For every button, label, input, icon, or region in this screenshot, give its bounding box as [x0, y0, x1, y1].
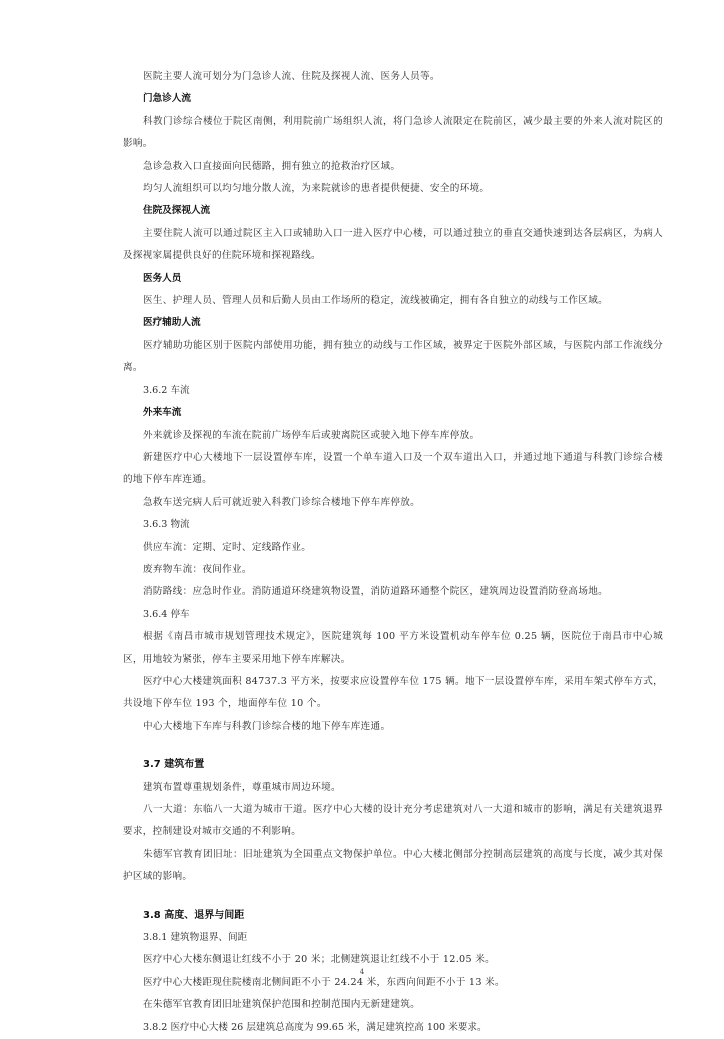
paragraph: 急救车送完病人后可就近驶入科教门诊综合楼地下停车库停放。 — [143, 496, 421, 508]
paragraph: 中心大楼地下车库与科教门诊综合楼的地下停车库连通。 — [143, 720, 391, 732]
paragraph: 朱德军官教育团旧址：旧址建筑为全国重点文物保护单位。中心大楼北侧部分控制高层建筑的高度与长度，减少其对保护区域的影响。 — [123, 848, 663, 883]
paragraph: 根据《南昌市城市规划管理技术规定》，医院建筑每 100 平方米设置机动车停车位 0.25 辆，医院位于南昌市中心城区，用地较为紧张，停车主要采用地下停车库解决。 — [123, 631, 663, 665]
page-number: 4 — [359, 968, 365, 976]
subheading-auxiliary: 医疗辅助人流 — [143, 317, 201, 329]
paragraph: 均匀人流组织可以均匀地分散人流，为来院就诊的患者提供便捷、安全的环境。 — [143, 183, 490, 195]
section-spacer — [123, 738, 663, 754]
document-body — [123, 66, 663, 1039]
section-heading-3-6-2: 3.6.2 车流 — [143, 384, 190, 396]
subheading-inpatient: 住院及探视人流 — [143, 205, 211, 217]
paragraph: 新建医疗中心大楼地下一层设置停车库，设置一个单车道入口及一个双车道出入口，并通过地下通道与科教门诊综合楼的地下停车库连通。 — [123, 451, 663, 486]
paragraph: 科教门诊综合楼位于院区南侧，利用院前广场组织人流，将门急诊人流限定在院前区，减少最主要的外来人流对院区的影响。 — [123, 115, 663, 150]
paragraph: 外来就诊及探视的车流在院前广场停车后或驶离院区或驶入地下停车库停放。 — [143, 429, 480, 441]
paragraph: 消防路线：应急时作业。消防通道环绕建筑物设置，消防道路环通整个院区，建筑周边设置消防登高场地。 — [143, 586, 609, 598]
paragraph: 八一大道：东临八一大道为城市干道。医疗中心大楼的设计充分考虑建筑对八一大道和城市的影响，满足有关建筑退界要求，控制建设对城市交通的不利影响。 — [123, 804, 663, 838]
paragraph: 主要住院人流可以通过院区主入口或辅助入口一进入医疗中心楼，可以通过独立的垂直交通快速到达各层病区，为病人及探视家属提供良好的住院环境和探视路线。 — [123, 227, 663, 262]
section-heading-3-6-4: 3.6.4 停车 — [143, 608, 190, 620]
subheading-external-traffic: 外来车流 — [143, 407, 182, 419]
section-heading-3-7: 3.7 建筑布置 — [143, 759, 205, 771]
section-heading-3-8-2: 3.8.2 医疗中心大楼 26 层建筑总高度为 99.65 米，满足建筑控高 100 米要求。 — [143, 1021, 487, 1033]
section-heading-3-8: 3.8 高度、退界与间距 — [143, 909, 245, 921]
paragraph: 医疗中心大楼建筑面积 84737.3 平方米，按要求应设置停车位 175 辆。地下一层设置停车库，采用车架式停车方式，共设地下停车位 193 个，地面停车位 10 个。 — [123, 675, 663, 710]
paragraph: 医院主要人流可划分为门急诊人流、住院及探视人流、医务人员等。 — [143, 71, 440, 82]
paragraph: 在朱德军官教育团旧址建筑保护范围和控制范围内无新建建筑。 — [143, 999, 421, 1011]
section-spacer — [123, 889, 663, 905]
paragraph: 急诊急救入口直接面向民德路，拥有独立的抢救治疗区域。 — [143, 160, 401, 172]
section-heading-3-8-1: 3.8.1 建筑物退界、间距 — [143, 932, 248, 944]
section-heading-3-6-3: 3.6.3 物流 — [143, 519, 190, 531]
subheading-staff: 医务人员 — [143, 272, 182, 284]
paragraph: 医疗中心大楼距现住院楼南北侧间距不小于 24.24 米，东西向间距不小于 13 米。 — [143, 976, 505, 988]
paragraph: 供应车流：定期、定时、定线路作业。 — [143, 541, 312, 553]
paragraph: 废弃物车流：夜间作业。 — [143, 563, 252, 575]
paragraph: 医疗辅助功能区别于医院内部使用功能，拥有独立的动线与工作区域，被界定于医院外部区域，与医院内部工作流线分离。 — [123, 339, 663, 374]
paragraph: 医疗中心大楼东侧退让红线不小于 20 米；北侧建筑退让红线不小于 12.05 米。 — [143, 954, 495, 966]
subheading-emergency: 门急诊人流 — [143, 93, 191, 105]
paragraph: 建筑布置尊重规划条件，尊重城市周边环境。 — [143, 781, 341, 793]
paragraph: 医生、护理人员、管理人员和后勤人员由工作场所的稳定，流线被确定，拥有各自独立的动线与工作区域。 — [143, 295, 609, 307]
